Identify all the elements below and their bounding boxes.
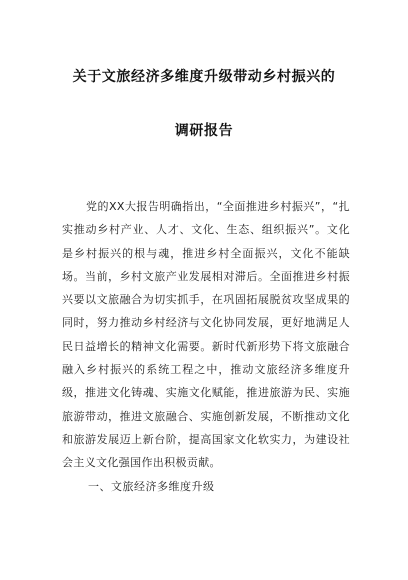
intro-paragraph: 党的XX大报告明确指出，“全面推进乡村振兴”，“扎实推动乡村产业、人才、文化、生态、组织振兴”。文化是乡村振兴的根与魂，推进乡村全面振兴，文化不能缺场。当前，乡村文旅产业发展相对滞后。全面推进乡村振兴要以文旅融合为切实抓手，在巩固拓展脱贫攻坚成果的同时，努力推动乡村经济与文化协同发展，更好地满足人民日益增长的精神文化需要。新时代新形势下将文旅融合融入乡村振兴的系统工程之中，推动文旅经济多维度升级，推进文化铸魂、实施文化赋能，推进旅游为民、实施旅游带动，推进文旅融合、实施创新发展，不断推动文化和旅游发展迈上新台阶，提高国家文化软实力，为建设社会主义文化强国作出积极贡献。 (62, 200, 350, 470)
section-heading-1: 一、文旅经济多维度升级 (88, 480, 215, 493)
document-title-line-2: 调研报告 (174, 123, 234, 139)
document-title-line-1: 关于文旅经济多维度升级带动乡村振兴的 (72, 69, 336, 85)
